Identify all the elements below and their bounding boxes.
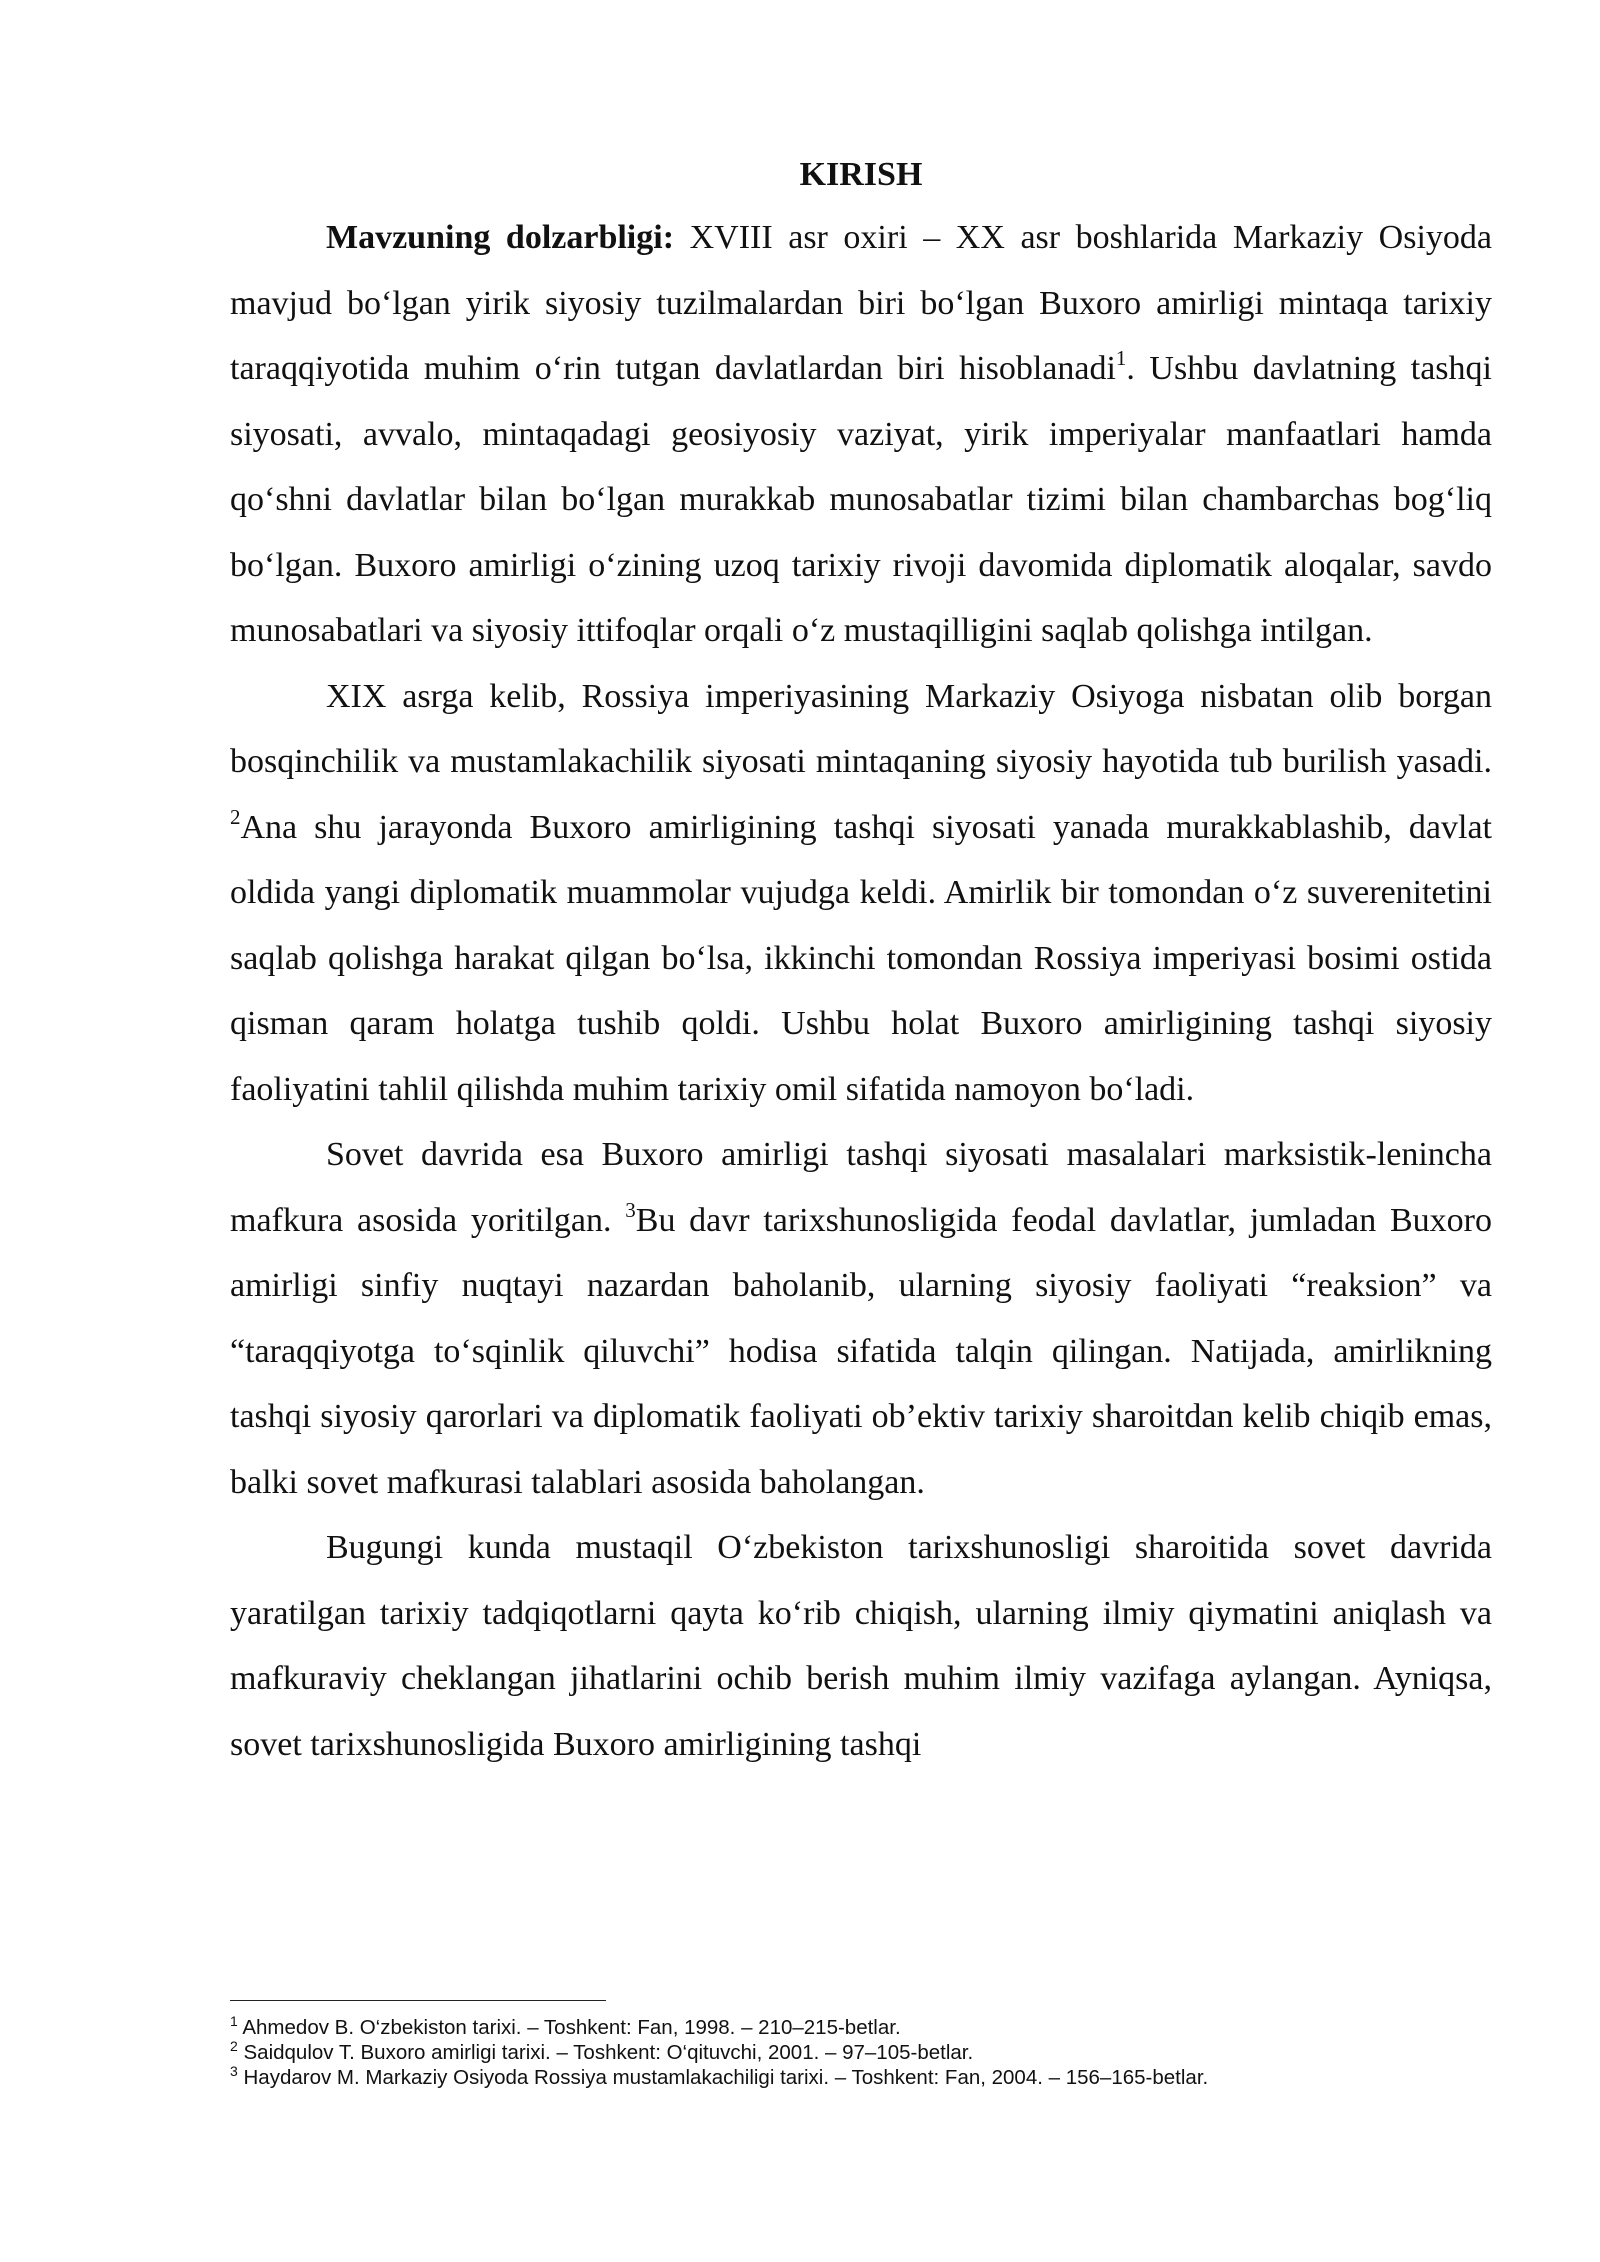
footnotes bbox=[230, 2000, 1492, 2090]
paragraph-lead: Mavzuning dolzarbligi: bbox=[326, 219, 675, 256]
paragraph-russian-empire bbox=[230, 664, 1492, 1123]
section-heading: KIRISH bbox=[799, 156, 923, 193]
footnote-number: 1 bbox=[230, 2013, 238, 2029]
paragraph-text: Bugungi kunda mustaqil O‘zbekiston tarixshunosligi sharoitida sovet davrida yaratilgan tarixiy tadqiqotlarni qayta ko‘rib chiqish, ularning ilmiy qiymatini aniqlash va mafkuraviy cheklangan jihatlarini ochib berish muhim ilmiy vazifaga aylangan. Ayniqsa, sovet tarixshunosligida Buxoro amirligining tashqi bbox=[230, 1529, 1492, 1763]
paragraph-text: Sovet davrida esa Buxoro amirligi tashqi siyosati masalalari marksistik-lenincha mafkura asosida yoritilgan. bbox=[230, 1136, 1492, 1239]
footnote-text: Ahmedov B. O‘zbekiston tarixi. – Toshkent: Fan, 1998. – 210–215-betlar. bbox=[237, 2016, 901, 2039]
paragraph-text: XVIII asr oxiri – XX asr boshlarida Markaziy Osiyoda mavjud bo‘lgan yirik siyosiy tuzilmalardan biri bo‘lgan Buxoro amirligi mintaqa tarixiy taraqqiyotida muhim o‘rin tutgan davlatlardan biri hisoblanadi bbox=[230, 219, 1492, 387]
paragraph-text: . Ushbu davlatning tashqi siyosati, avvalo, mintaqadagi geosiyosiy vaziyat, yirik imperiyalar manfaatlari hamda qo‘shni davlatlar bilan bo‘lgan murakkab munosabatlar tizimi bilan chambarchas bog‘liq bo‘lgan. Buxoro amirligi o‘zining uzoq tarixiy rivoji davomida diplomatik aloqalar, savdo munosabatlari va siyosiy ittifoqlar orqali o‘z mustaqilligini saqlab qolishga intilgan. bbox=[230, 350, 1492, 649]
footnote-reference[interactable]: 1 bbox=[1115, 346, 1127, 370]
footnote-2 bbox=[230, 2040, 1492, 2065]
footnote-1 bbox=[230, 2015, 1492, 2040]
footnote-text: Saidqulov T. Buxoro amirligi tarixi. – Toshkent: O‘qituvchi, 2001. – 97–105-betlar. bbox=[237, 2041, 974, 2064]
paragraph-relevance bbox=[230, 205, 1492, 664]
paragraph-today bbox=[230, 1515, 1492, 1777]
footnote-reference[interactable]: 3 bbox=[625, 1197, 636, 1222]
paragraph-text: XIX asrga kelib, Rossiya imperiyasining Markaziy Osiyoga nisbatan olib borgan bosqinchilik va mustamlakachilik siyosati mintaqaning siyosiy hayotida tub burilish yasadi. bbox=[230, 677, 1492, 780]
footnote-number: 2 bbox=[230, 2038, 238, 2054]
footnote-number: 3 bbox=[230, 2063, 238, 2079]
footnote-separator bbox=[230, 2000, 606, 2001]
paragraph-soviet-period bbox=[230, 1122, 1492, 1515]
paragraph-text: Ana shu jarayonda Buxoro amirligining tashqi siyosati yanada murakkablashib, davlat oldida yangi diplomatik muammolar vujudga keldi. Amirlik bir tomondan o‘z suverenitetini saqlab qolishga harakat qilgan bo‘lsa, ikkinchi tomondan Rossiya imperiyasi bosimi ostida qisman qaram holatga tushib qoldi. Ushbu holat Buxoro amirligining tashqi siyosiy faoliyatini tahlil qilishda muhim tarixiy omil sifatida namoyon bo‘ladi. bbox=[230, 808, 1492, 1108]
main-text bbox=[230, 145, 1492, 1777]
footnote-3 bbox=[230, 2065, 1492, 2090]
footnote-reference[interactable]: 2 bbox=[230, 804, 241, 829]
footnote-text: Haydarov M. Markaziy Osiyoda Rossiya mustamlakachiligi tarixi. – Toshkent: Fan, 2004. – 156–165-betlar. bbox=[237, 2066, 1209, 2089]
paragraph-text: Bu davr tarixshunosligida feodal davlatlar, jumladan Buxoro amirligi sinfiy nuqtayi nazardan baholanib, ularning siyosiy faoliyati “reaksion” va “taraqqiyotga to‘sqinlik qiluvchi” hodisa sifatida talqin qilingan. Natijada, amirlikning tashqi siyosiy qarorlari va diplomatik faoliyati ob’ektiv tarixiy sharoitdan kelib chiqib emas, balki sovet mafkurasi talablari asosida baholangan. bbox=[230, 1201, 1492, 1501]
